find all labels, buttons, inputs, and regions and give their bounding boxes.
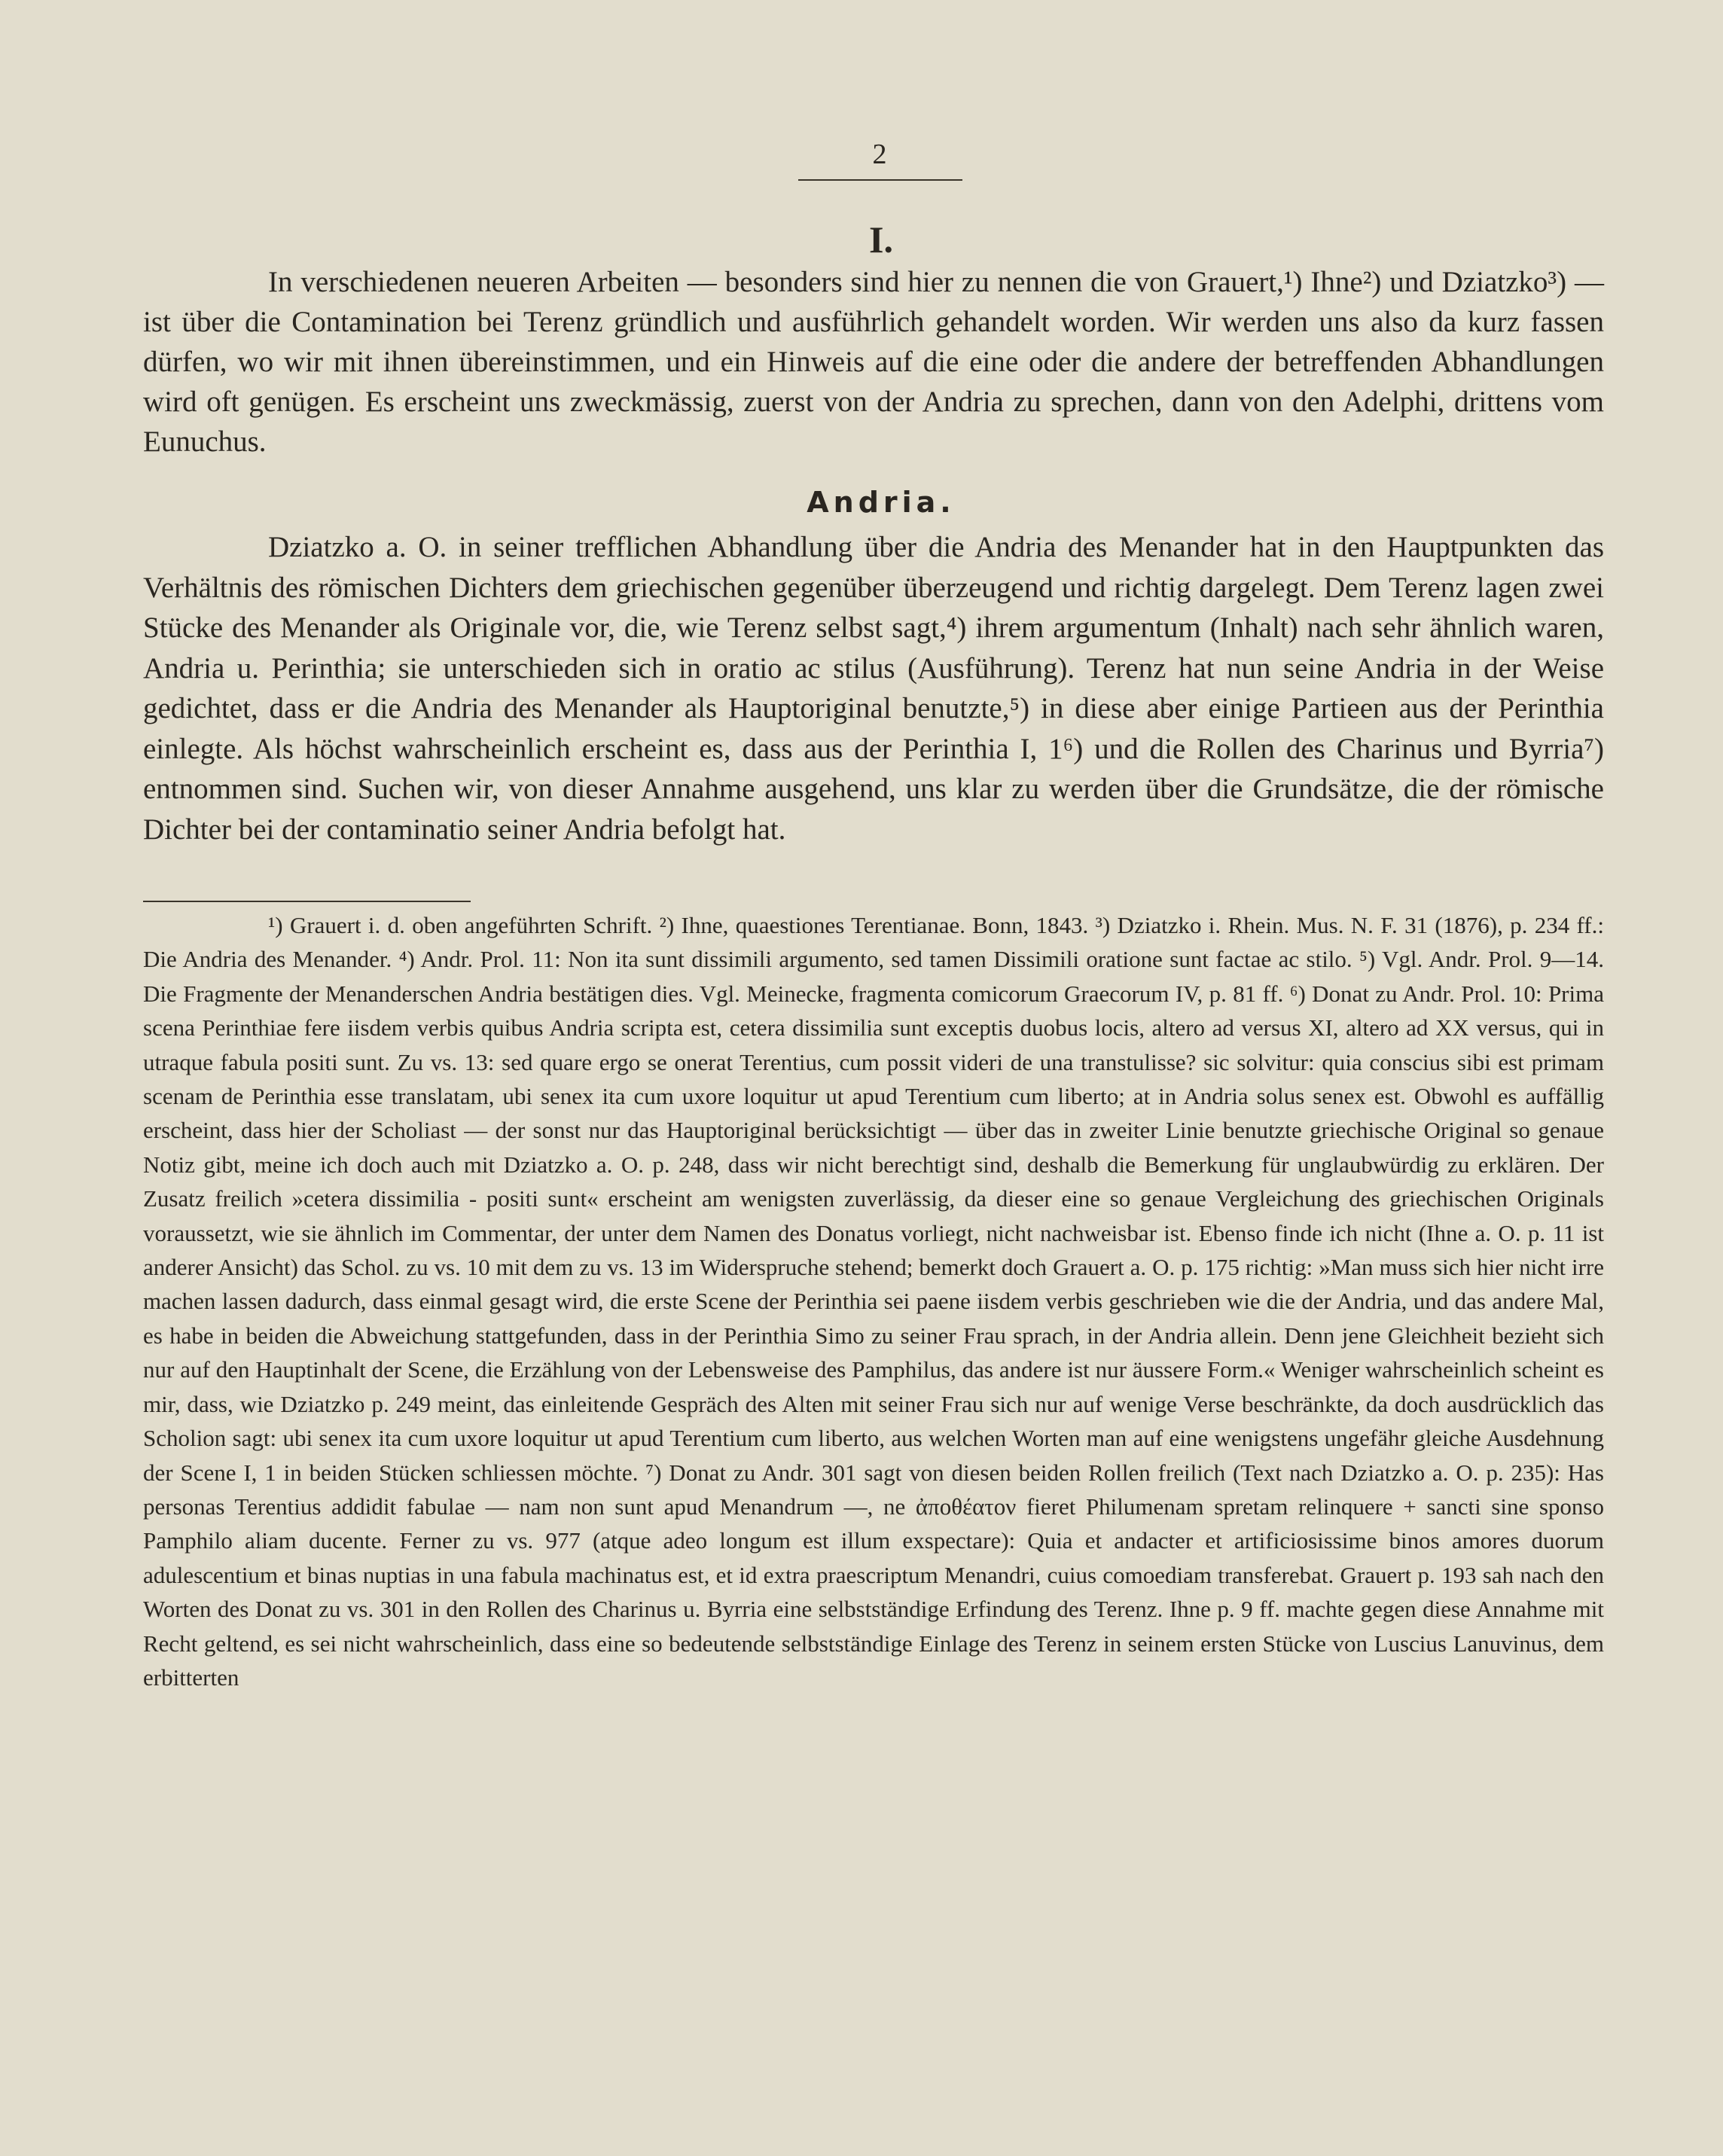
section-number: I. bbox=[869, 218, 893, 261]
page-number: 2 bbox=[872, 139, 887, 170]
andria-text bbox=[143, 527, 1604, 849]
footnotes bbox=[143, 908, 1604, 1694]
subheading: Andria. bbox=[807, 486, 956, 519]
andria-paragraph: Dziatzko a. O. in seiner trefflichen Abhandlung über die Andria des Menander hat in den Hauptpunkten das Verhältnis des römischen Dichters dem griechischen gegenüber überzeugend und richtig dargelegt. Dem Terenz lagen zwei Stücke des Menander als Originale vor, die, wie Terenz selbst sagt,⁴) ihrem argumentum (Inhalt) nach sehr ähnlich waren, Andria u. Perinthia; sie unterschieden sich in oratio ac stilus (Ausführung). Terenz hat nun seine Andria in der Weise gedichtet, dass er die Andria des Menander als Hauptoriginal benutzte,⁵) in diese aber einige Partieen aus der Perinthia einlegte. Als höchst wahrscheinlich erscheint es, dass aus der Perinthia I, 1⁶) und die Rollen des Charinus und Byrria⁷) entnommen sind. Suchen wir, von dieser Annahme ausgehend, uns klar zu werden über die Grundsätze, die der römische Dichter bei der contaminatio seiner Andria befolgt hat. bbox=[143, 531, 1604, 846]
footnotes-text: ¹) Grauert i. d. oben angeführten Schrift. ²) Ihne, quaestiones Terentianae. Bonn, 1843. ³) Dziatzko i. Rhein. Mus. N. F. 31 (1876), p. 234 ff.: Die Andria des Menander. ⁴) Andr. Prol. 11: Non ita sunt dissimili argumento, sed tamen Dissimili oratione sunt factae ac stilo. ⁵) Vgl. Andr. Prol. 9—14. Die Fragmente der Menanderschen Andria bestätigen dies. Vgl. Meinecke, fragmenta comicorum Graecorum IV, p. 81 ff. ⁶) Donat zu Andr. Prol. 10: Prima scena Perinthiae fere iisdem verbis quibus Andria scripta est, cetera dissimilia sunt exceptis duobus locis, altero ad versus XI, altero ad XX versus, qui in utraque fabula positi sunt. Zu vs. 13: sed quare ergo se onerat Terentius, cum possit videri de una transtulisse? sic solvitur: quia conscius sibi est primam scenam de Perinthia esse translatam, ubi senex ita cum uxore loquitur ut apud Terentium cum liberto; at in Andria solus senex est. Obwohl es auffällig erscheint, dass hier der Scholiast — der sonst nur das Hauptoriginal berücksichtigt — über das in zweiter Linie benutzte griechische Original so genaue Notiz gibt, meine ich doch auch mit Dziatzko a. O. p. 248, dass wir nicht berechtigt sind, deshalb die Bemerkung für unglaubwürdig zu erklären. Der Zusatz freilich »cetera dissimilia - positi sunt« erscheint am wenigsten zuverlässig, da dieser eine so genaue Vergleichung des griechischen Originals voraussetzt, wie sie ähnlich im Commentar, der unter dem Namen des Donatus vorliegt, nicht nachweisbar ist. Ebenso finde ich nicht (Ihne a. O. p. 11 ist anderer Ansicht) das Schol. zu vs. 10 mit dem zu vs. 13 im Widerspruche stehend; bemerkt doch Grauert a. O. p. 175 richtig: »Man muss sich hier nicht irre machen lassen dadurch, dass einmal gesagt wird, die erste Scene der Perinthia sei paene iisdem verbis geschrieben wie die der Andria, und das andere Mal, es habe in beiden die Abweichung stattgefunden, dass in der Perinthia Simo zu seiner Frau sprach, in der Andria allein. Denn jene Gleichheit bezieht sich nur auf den Hauptinhalt der Scene, die Erzählung von der Lebensweise des Pamphilus, das andere ist nur äussere Form.« Weniger wahrscheinlich scheint es mir, dass, wie Dziatzko p. 249 meint, das einleitende Gespräch des Alten mit seiner Frau sich nur auf wenige Verse beschränkte, da doch ausdrücklich das Scholion sagt: ubi senex ita cum uxore loquitur ut apud Terentium cum liberto, aus welchen Worten man auf eine wenigstens ungefähr gleiche Ausdehnung der Scene I, 1 in beiden Stücken schliessen möchte. ⁷) Donat zu Andr. 301 sagt von diesen beiden Rollen freilich (Text nach Dziatzko a. O. p. 235): Has personas Terentius addidit fabulae — nam non sunt apud Menandrum —, ne ἀποθέατον fieret Philumenam spretam relinquere + sancti sine sponso Pamphilo aliam ducente. Ferner zu vs. 977 (atque adeo longum est illum exspectare): Quia et andacter et artificiosissime binos amores duorum adulescentium et binas nuptias in una fabula machinatus est, et id extra praescriptum Menandri, cuius comoediam transferebat. Grauert p. 193 sah nach den Worten des Donat zu vs. 301 in den Rollen des Charinus u. Byrria eine selbstständige Erfindung des Terenz. Ihne p. 9 ff. machte gegen diese Annahme mit Recht geltend, es sei nicht wahrscheinlich, dass eine so bedeutende selbstständige Einlage des Terenz in seinem ersten Stücke von Luscius Lanuvinus, dem erbitterten bbox=[143, 912, 1604, 1691]
intro-paragraph: In verschiedenen neueren Arbeiten — besonders sind hier zu nennen die von Grauert,¹) Ihne²) und Dziatzko³) — ist über die Contamination bei Terenz gründlich und ausführlich gehandelt worden. Wir werden uns also da kurz fassen dürfen, wo wir mit ihnen übereinstimmen, und ein Hinweis auf die eine oder die andere der betreffenden Abhandlungen wird oft genügen. Es erscheint uns zweckmässig, zuerst von der Andria zu sprechen, dann von den Adelphi, drittens vom Eunuchus. bbox=[143, 266, 1604, 458]
intro-text bbox=[143, 262, 1604, 462]
page-number-rule bbox=[798, 179, 962, 181]
footnote-rule bbox=[143, 901, 471, 902]
